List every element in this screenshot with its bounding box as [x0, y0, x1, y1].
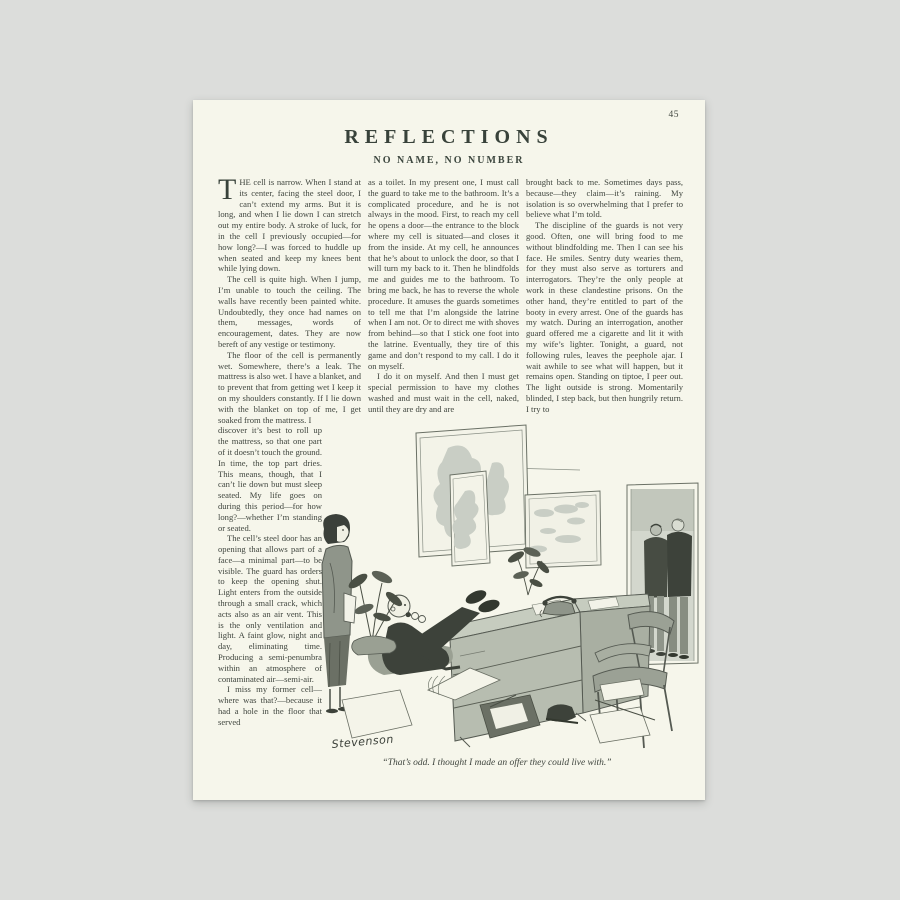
paragraph: brought back to me. Sometimes days pass, because—they claim—it’s raining. My isolation is so overwhelming that I prefer to believe what I’m told. — [526, 177, 683, 220]
paragraph: discover it’s best to roll up the mattress, so that one part of it doesn’t touch the ground. In time, the top part dries. This means, though, that I can’t lie down but must sleep seated. My life goes on during this period—for how long?—whether I’m standing or seated. — [218, 425, 322, 533]
wall-painting-small — [450, 471, 490, 566]
paragraph: The cell’s steel door has an opening that allows part of a face—a minimal part—to be visible. The guard has orders to keep the opening shut. Light enters from the outside through a small crack, which acts also as an air vent. This is the only ventilation and light. A faint glow, night and day, eliminating time. Producing a semi-penumbra within an atmosphere of contaminated air—semi-air. — [218, 533, 322, 684]
paragraph: I do it on myself. And then I must get special permission to have my clothes washed and must wait in the cell, naked, until they are dry and are — [368, 371, 519, 414]
paragraph: The floor of the cell is permanently wet. Somewhere, there’s a leak. The mattress is also wet. I have a blanket, and to prevent that from getting wet I keep it on my shoulders constantly. If I lie down with the blanket on top of me, I get soaked from the mattress. I — [218, 349, 361, 425]
page-number: 45 — [668, 110, 679, 120]
drop-cap: T — [218, 173, 237, 206]
article-title: REFLECTIONS — [344, 126, 554, 148]
standing-woman-figure — [322, 514, 356, 713]
cartoon-illustration — [310, 413, 702, 753]
paragraph: The cell is quite high. When I jump, I’m unable to touch the ceiling. The walls have recently been painted white. Undoubtedly, they once had names on them, messages, words of encouragement, dates. They are now bereft of any vestige or testimony. — [218, 274, 361, 349]
artist-signature: Stevenson — [331, 732, 395, 751]
text-column-3 — [526, 177, 683, 415]
paragraph: as a toilet. In my present one, I must call the guard to take me to the bathroom. It’s a complicated procedure, and he is not always in the mood. First, to reach my cell he opens a door—the entrance to the block where my cell is situated—and closes it from the inside. At my cell, he announces that he’s about to unlock the door, so that I will turn my back to it. Then he blindfolds me and guides me to the bathroom. To bring me back, he has to reverse the whole procedure. It amuses the guards sometimes to tell me that I’m alongside the latrine when I am not. Or to direct me with shoves from behind—so that I stick one foot into the latrine. Eventually, they tire of this game and don’t respond to my call. I do it on myself. — [368, 177, 519, 371]
paragraph: The discipline of the guards is not very good. Often, one will bring food to me without blindfolding me. Then I can see his face. He smiles. Sentry duty wearies them, for they must also serve as torturers and interrogators. They’re the only people at work in these clandestine prisons. On the other hand, they’re entitled to part of the booty in every arrest. One of the guards has my watch. During an interrogation, another guard offered me a cigarette and lit it with my wife’s lighter. Tonight, a guard, not following rules, leaves the peephole ajar. I wait awhile to see what will happen, but it remains open. Standing on tiptoe, I peer out. The light outside is strong. Momentarily blinded, I step back, but then hungrily return. I try to — [526, 220, 683, 414]
cartoon-caption: “That’s odd. I thought I made an offer they could live with.” — [382, 758, 612, 768]
magazine-page — [193, 100, 705, 800]
text-column-1-narrow — [218, 425, 322, 727]
text-column-2 — [368, 177, 519, 415]
article-subtitle: NO NAME, NO NUMBER — [373, 155, 525, 166]
paragraph: THE cell is narrow. When I stand at its center, facing the steel door, I can’t extend my arms. But it is long, and when I lie down I can stretch out my entire body. A stroke of luck, for in the cell I previously occupied—for how long?—I was forced to huddle up when seated and keep my knees bent while lying down. — [218, 173, 361, 274]
desk-telephone — [540, 597, 577, 617]
paragraph: I miss my former cell—where was that?—because it had a hole in the floor that served — [218, 684, 322, 727]
